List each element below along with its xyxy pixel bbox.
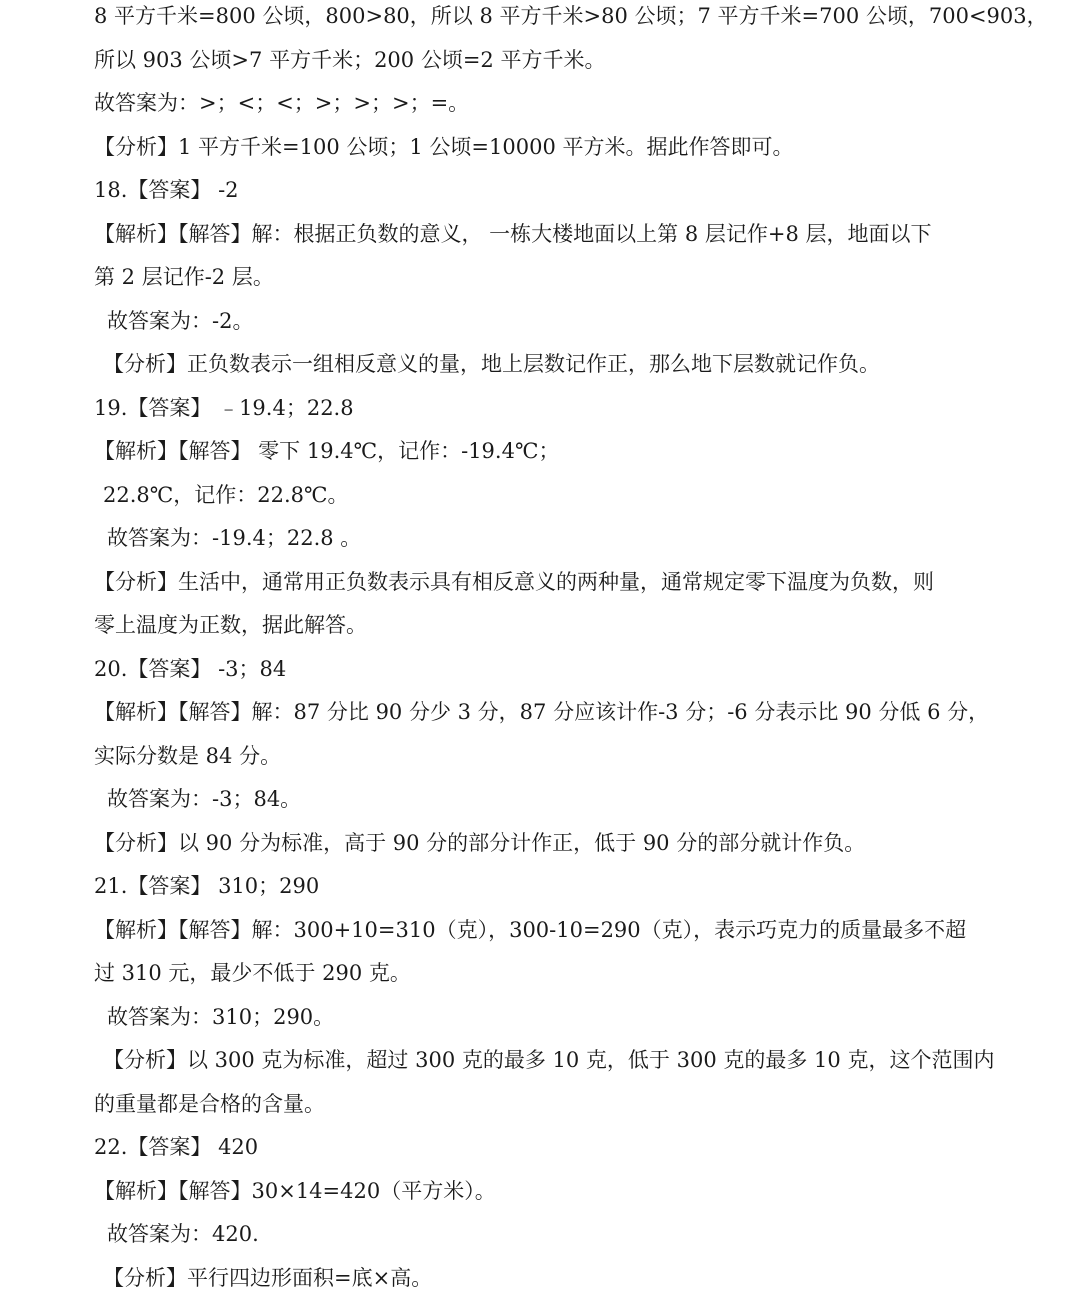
solution-line: 【解析】【解答】解：87 分比 90 分少 3 分，87 分应该计作-3 分；-6 分表示比 90 分低 6 分，	[94, 700, 990, 724]
result-line: 故答案为：-2。	[107, 309, 254, 333]
solution-line: 实际分数是 84 分。	[94, 744, 282, 768]
analysis-line: 【分析】正负数表示一组相反意义的量，地上层数记作正，那么地下层数就记作负。	[103, 352, 880, 376]
analysis-line: 【分析】生活中，通常用正负数表示具有相反意义的两种量，通常规定零下温度为负数，则	[94, 570, 934, 594]
solution-line: 【解析】【解答】 零下 19.4℃，记作：-19.4℃；	[94, 439, 560, 463]
answer-heading: 21.【答案】 310；290	[94, 874, 320, 898]
solution-line: 【解析】【解答】30×14=420（平方米）。	[94, 1179, 496, 1203]
analysis-line: 【分析】平行四边形面积=底×高。	[103, 1266, 433, 1290]
solution-line: 【解析】【解答】解：根据正负数的意义， 一栋大楼地面以上第 8 层记作+8 层，地面以下	[94, 222, 932, 246]
result-line: 故答案为：-3；84。	[107, 787, 302, 811]
text-line: 所以 903 公顷>7 平方千米；200 公顷=2 平方千米。	[94, 48, 606, 72]
solution-line: 【解析】【解答】解：300+10=310（克），300-10=290（克），表示巧克力的质量最多不超	[94, 918, 967, 942]
analysis-line: 【分析】以 300 克为标准，超过 300 克的最多 10 克，低于 300 克的最多 10 克，这个范围内	[103, 1048, 995, 1072]
answer-heading: 18.【答案】 -2	[94, 178, 239, 202]
solution-line: 过 310 元，最少不低于 290 克。	[94, 961, 411, 985]
result-line: 故答案为：420.	[107, 1222, 259, 1246]
solution-line: 22.8℃，记作：22.8℃。	[103, 483, 349, 507]
solution-line: 第 2 层记作-2 层。	[94, 265, 274, 289]
text-line: 故答案为：>；<；<；>；>；>；=。	[94, 91, 470, 115]
answer-heading: 22.【答案】 420	[94, 1135, 259, 1159]
analysis-line: 零上温度为正数，据此解答。	[94, 613, 367, 637]
result-line: 故答案为：310；290。	[107, 1005, 335, 1029]
analysis-line: 【分析】以 90 分为标准，高于 90 分的部分计作正，低于 90 分的部分就计作负。	[94, 831, 866, 855]
text-line: 8 平方千米=800 公顷，800>80，所以 8 平方千米>80 公顷；7 平方千米=700 公顷，700<903，	[94, 4, 1048, 28]
result-line: 故答案为：-19.4；22.8 。	[107, 526, 362, 550]
answer-heading: 19.【答案】 ﹣19.4；22.8	[94, 396, 354, 420]
analysis-line: 的重量都是合格的含量。	[94, 1092, 325, 1116]
answer-heading: 20.【答案】 -3；84	[94, 657, 287, 681]
analysis-line: 【分析】1 平方千米=100 公顷；1 公顷=10000 平方米。据此作答即可。	[94, 135, 794, 159]
